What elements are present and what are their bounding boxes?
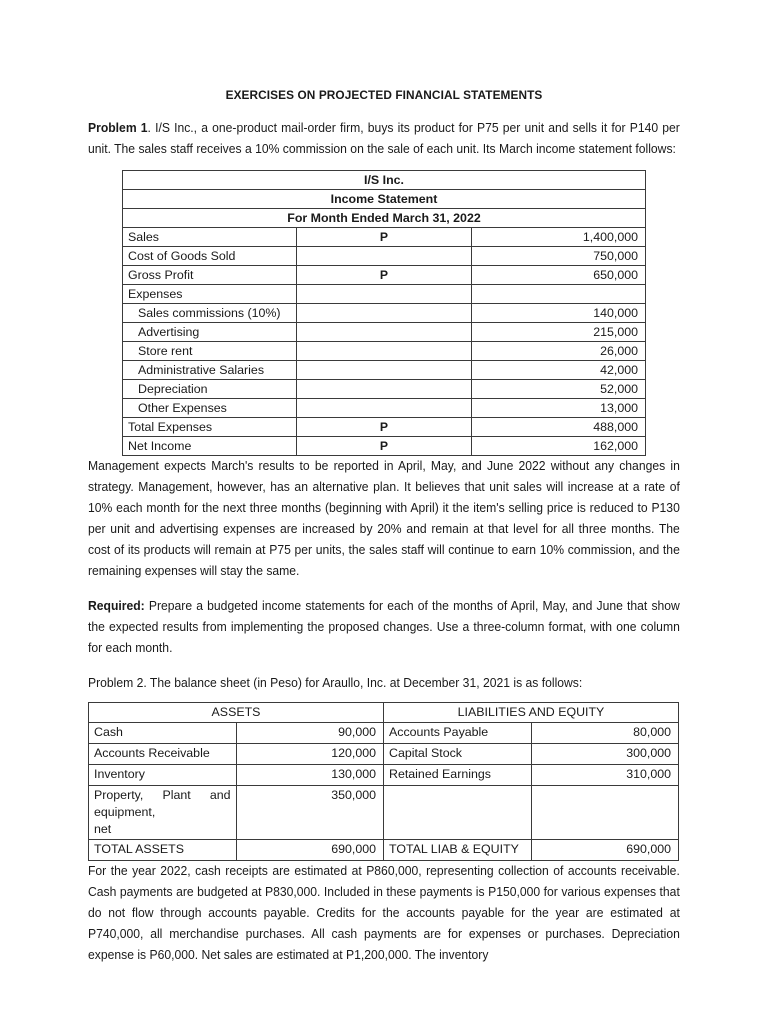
- row-amount: 1,400,000: [471, 228, 645, 247]
- problem1-label: Problem 1: [88, 121, 148, 135]
- problem1-intro-text: . I/S Inc., a one-product mail-order firm, buys its product for P75 per unit and sells it for P140 per unit. The sales staff receives a 10% commission on the sale of each unit. Its March income statement follows:: [88, 121, 680, 156]
- row-amount: 488,000: [471, 418, 645, 437]
- income-statement-company-name: I/S Inc.: [123, 171, 646, 190]
- asset-label: Inventory: [89, 765, 237, 786]
- asset-label-multiline: [89, 786, 237, 840]
- asset-amount: 130,000: [236, 765, 384, 786]
- row-currency: [297, 380, 471, 399]
- asset-label: Accounts Receivable: [89, 744, 237, 765]
- row-amount: 42,000: [471, 361, 645, 380]
- total-assets-amount: 690,000: [236, 840, 384, 861]
- row-currency: [297, 304, 471, 323]
- row-amount: 52,000: [471, 380, 645, 399]
- row-amount: 750,000: [471, 247, 645, 266]
- asset-amount: 120,000: [236, 744, 384, 765]
- total-liab-equity-label: TOTAL LIAB & EQUITY: [384, 840, 532, 861]
- liability-label: Accounts Payable: [384, 723, 532, 744]
- total-liab-equity-amount: 690,000: [531, 840, 679, 861]
- row-amount: [471, 285, 645, 304]
- table-row: [123, 228, 646, 247]
- required-text: Prepare a budgeted income statements for each of the months of April, May, and June that show the expected results from implementing the proposed changes. Use a three-column format, with one column for each month.: [88, 599, 680, 655]
- table-row-header: [123, 190, 646, 209]
- liability-amount: [531, 786, 679, 840]
- table-row: [123, 247, 646, 266]
- asset-label: Cash: [89, 723, 237, 744]
- table-row: [89, 723, 679, 744]
- row-currency: P: [297, 228, 471, 247]
- table-row: [123, 304, 646, 323]
- income-statement-table-wrapper: [122, 170, 646, 456]
- page-title: EXERCISES ON PROJECTED FINANCIAL STATEMENTS: [225, 88, 543, 102]
- required-label: Required:: [88, 599, 145, 613]
- row-amount: 26,000: [471, 342, 645, 361]
- problem2-closing-paragraph: For the year 2022, cash receipts are estimated at P860,000, representing collection of accounts receivable. Cash payments are budgeted at P830,000. Included in these payments is P150,000 for various expenses that do not flow through accounts payable. Credits for the accounts payable for the year are estimated at P740,000, all merchandise purchases. All cash payments are for expenses or purchases. Depreciation expense is P60,000. Net sales are estimated at P1,200,000. The inventory: [88, 864, 680, 962]
- row-label: Sales: [123, 228, 297, 247]
- row-currency: [297, 247, 471, 266]
- liability-amount: 300,000: [531, 744, 679, 765]
- row-amount: 215,000: [471, 323, 645, 342]
- required-paragraph: [88, 596, 680, 659]
- row-label: Gross Profit: [123, 266, 297, 285]
- liabilities-equity-section-header: LIABILITIES AND EQUITY: [384, 703, 679, 723]
- table-row-total: [89, 840, 679, 861]
- row-currency: P: [297, 266, 471, 285]
- liability-amount: 310,000: [531, 765, 679, 786]
- row-currency: [297, 323, 471, 342]
- balance-sheet-table-wrapper: [88, 702, 679, 861]
- row-label: Other Expenses: [123, 399, 297, 418]
- liability-amount: 80,000: [531, 723, 679, 744]
- management-plan-paragraph: Management expects March's results to be reported in April, May, and June 2022 without any changes in strategy. Management, however, has an alternative plan. It believes that unit sales will increase at a rate of 10% each month for the next three months (beginning with April) it the item's selling price is reduced to P130 per unit and advertising expenses are increased by 20% and remain at that level for all three months. The cost of its products will remain at P75 per units, the sales staff will continue to earn 10% commission, and the remaining expenses will stay the same.: [88, 459, 680, 578]
- row-label: Cost of Goods Sold: [123, 247, 297, 266]
- table-row: [89, 786, 679, 840]
- table-row: [123, 380, 646, 399]
- table-row: [123, 266, 646, 285]
- row-amount: 13,000: [471, 399, 645, 418]
- row-label: Expenses: [123, 285, 297, 304]
- table-row: [123, 399, 646, 418]
- row-currency: [297, 285, 471, 304]
- table-row: [89, 744, 679, 765]
- row-currency: [297, 361, 471, 380]
- problem2-intro-paragraph: Problem 2. The balance sheet (in Peso) for Araullo, Inc. at December 31, 2021 is as follows:: [88, 676, 583, 690]
- liability-label: [384, 786, 532, 840]
- row-amount: 162,000: [471, 437, 645, 456]
- row-label: Sales commissions (10%): [123, 304, 297, 323]
- table-row-header: [89, 703, 679, 723]
- row-label: Store rent: [123, 342, 297, 361]
- row-label: Advertising: [123, 323, 297, 342]
- document-content: [88, 88, 680, 966]
- row-currency: P: [297, 437, 471, 456]
- row-amount: 140,000: [471, 304, 645, 323]
- row-label: Depreciation: [123, 380, 297, 399]
- income-statement-period: For Month Ended March 31, 2022: [123, 209, 646, 228]
- problem1-intro-paragraph: [88, 118, 680, 160]
- table-row: [123, 323, 646, 342]
- table-row: [123, 361, 646, 380]
- table-row-header: [123, 171, 646, 190]
- total-assets-label: TOTAL ASSETS: [89, 840, 237, 861]
- row-amount: 650,000: [471, 266, 645, 285]
- row-currency: P: [297, 418, 471, 437]
- row-label: Net Income: [123, 437, 297, 456]
- asset-label-line2: net: [94, 822, 112, 836]
- table-row-header: [123, 209, 646, 228]
- balance-sheet-table: [88, 702, 679, 861]
- row-label: Total Expenses: [123, 418, 297, 437]
- asset-amount: 350,000: [236, 786, 384, 840]
- liability-label: Capital Stock: [384, 744, 532, 765]
- row-currency: [297, 399, 471, 418]
- asset-amount: 90,000: [236, 723, 384, 744]
- table-row: [89, 765, 679, 786]
- table-row: [123, 418, 646, 437]
- row-label: Administrative Salaries: [123, 361, 297, 380]
- row-currency: [297, 342, 471, 361]
- income-statement-table: [122, 170, 646, 456]
- table-row: [123, 437, 646, 456]
- asset-label-line1: Property, Plant and equipment,: [94, 788, 231, 819]
- income-statement-statement-name: Income Statement: [123, 190, 646, 209]
- table-row: [123, 342, 646, 361]
- liability-label: Retained Earnings: [384, 765, 532, 786]
- table-row: [123, 285, 646, 304]
- assets-section-header: ASSETS: [89, 703, 384, 723]
